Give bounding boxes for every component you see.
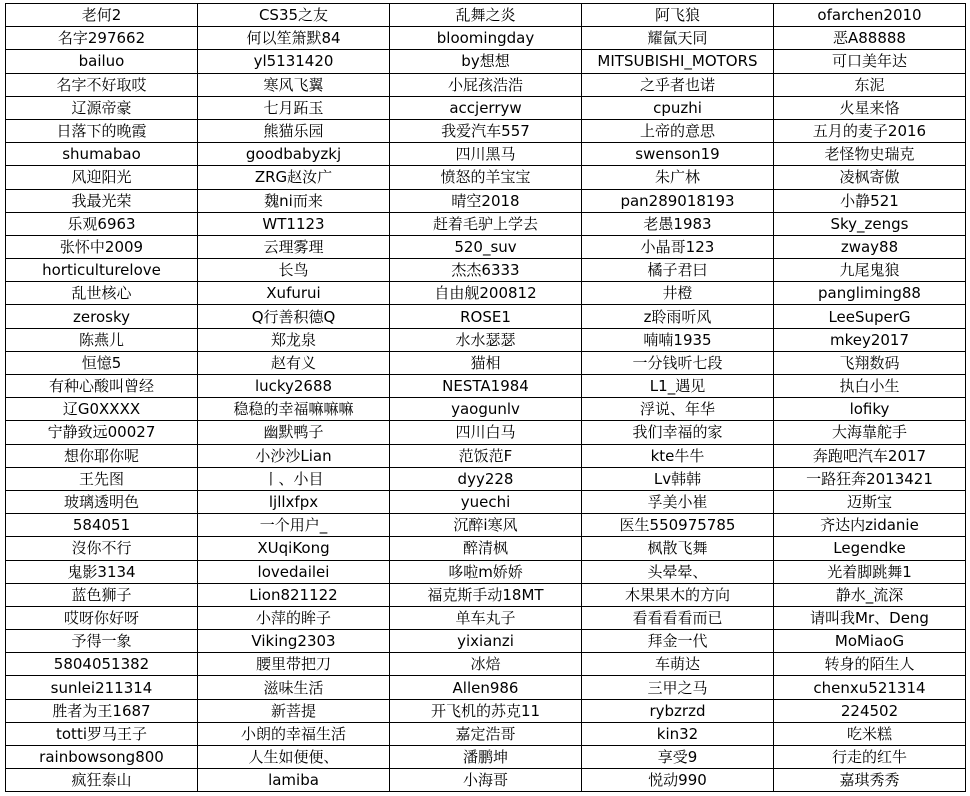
table-cell: 人生如便便、 bbox=[198, 746, 390, 769]
table-cell: zerosky bbox=[6, 305, 198, 328]
table-cell: 恒憶5 bbox=[6, 351, 198, 374]
table-cell: WT1123 bbox=[198, 212, 390, 235]
table-cell: 杰杰6333 bbox=[390, 259, 582, 282]
table-row bbox=[6, 676, 966, 699]
table-cell: 我最光荣 bbox=[6, 189, 198, 212]
table-cell: yixianzi bbox=[390, 630, 582, 653]
table-cell: 头晕晕、 bbox=[582, 560, 774, 583]
table-cell: dyy228 bbox=[390, 467, 582, 490]
table-cell: 潘鹏坤 bbox=[390, 746, 582, 769]
table-cell: 熊猫乐园 bbox=[198, 119, 390, 142]
table-row bbox=[6, 305, 966, 328]
table-cell: 老怪物史瑞克 bbox=[774, 143, 966, 166]
table-row bbox=[6, 467, 966, 490]
table-cell: 小朗的幸福生活 bbox=[198, 722, 390, 745]
table-cell: bloomingday bbox=[390, 27, 582, 50]
table-row bbox=[6, 722, 966, 745]
table-cell: 名字297662 bbox=[6, 27, 198, 50]
table-cell: 日落下的晚霞 bbox=[6, 119, 198, 142]
table-cell: yuechi bbox=[390, 490, 582, 513]
table-cell: 水水瑟瑟 bbox=[390, 328, 582, 351]
table-cell: 恶A88888 bbox=[774, 27, 966, 50]
table-cell: 耀氤天同 bbox=[582, 27, 774, 50]
table-row bbox=[6, 143, 966, 166]
table-cell: 自由舰200812 bbox=[390, 282, 582, 305]
table-cell: Sky_zengs bbox=[774, 212, 966, 235]
table-row bbox=[6, 119, 966, 142]
table-row bbox=[6, 606, 966, 629]
table-cell: 猫相 bbox=[390, 351, 582, 374]
table-cell: 稳稳的幸福嘛嘛嘛 bbox=[198, 398, 390, 421]
table-cell: 沉醉i寒风 bbox=[390, 514, 582, 537]
table-row bbox=[6, 583, 966, 606]
table-cell: 赶着毛驴上学去 bbox=[390, 212, 582, 235]
table-cell: 辽G0XXXX bbox=[6, 398, 198, 421]
table-cell: 幽默鸭子 bbox=[198, 421, 390, 444]
table-row bbox=[6, 630, 966, 653]
table-cell: 想你耶你呢 bbox=[6, 444, 198, 467]
table-cell: 老愚1983 bbox=[582, 212, 774, 235]
table-cell: 医生550975785 bbox=[582, 514, 774, 537]
table-cell: lucky2688 bbox=[198, 375, 390, 398]
table-cell: MoMiaoG bbox=[774, 630, 966, 653]
table-cell: 乱舞之炎 bbox=[390, 4, 582, 27]
table-cell: 五月的麦子2016 bbox=[774, 119, 966, 142]
table-cell: 584051 bbox=[6, 514, 198, 537]
table-cell: Lv韩韩 bbox=[582, 467, 774, 490]
table-cell: pan289018193 bbox=[582, 189, 774, 212]
table-cell: rybzrzd bbox=[582, 699, 774, 722]
table-row bbox=[6, 351, 966, 374]
table-row bbox=[6, 328, 966, 351]
table-cell: 木果果木的方向 bbox=[582, 583, 774, 606]
table-cell: 224502 bbox=[774, 699, 966, 722]
table-cell: by想想 bbox=[390, 50, 582, 73]
table-row bbox=[6, 398, 966, 421]
table-cell: 车萌达 bbox=[582, 653, 774, 676]
table-cell: 吃米糕 bbox=[774, 722, 966, 745]
name-list-sheet bbox=[5, 3, 965, 795]
table-cell: 长鸟 bbox=[198, 259, 390, 282]
table-cell: NESTA1984 bbox=[390, 375, 582, 398]
table-cell: 予得一象 bbox=[6, 630, 198, 653]
table-cell: Allen986 bbox=[390, 676, 582, 699]
table-cell: Legendke bbox=[774, 537, 966, 560]
table-row bbox=[6, 27, 966, 50]
table-cell: 滋味生活 bbox=[198, 676, 390, 699]
table-row bbox=[6, 537, 966, 560]
table-cell: lovedailei bbox=[198, 560, 390, 583]
table-row bbox=[6, 375, 966, 398]
table-row bbox=[6, 282, 966, 305]
table-cell: 静水_流深 bbox=[774, 583, 966, 606]
table-cell: 大海靠舵手 bbox=[774, 421, 966, 444]
table-cell: 上帝的意思 bbox=[582, 119, 774, 142]
table-row bbox=[6, 421, 966, 444]
table-row bbox=[6, 259, 966, 282]
table-row bbox=[6, 73, 966, 96]
table-cell: 郑龙泉 bbox=[198, 328, 390, 351]
table-cell: 单车丸子 bbox=[390, 606, 582, 629]
table-cell: 行走的红牛 bbox=[774, 746, 966, 769]
table-cell: 一个用户_ bbox=[198, 514, 390, 537]
table-cell: 开飞机的苏克11 bbox=[390, 699, 582, 722]
table-row bbox=[6, 653, 966, 676]
table-cell: 张怀中2009 bbox=[6, 235, 198, 258]
table-cell: 飞翔数码 bbox=[774, 351, 966, 374]
table-cell: 橘子君曰 bbox=[582, 259, 774, 282]
table-cell: LeeSuperG bbox=[774, 305, 966, 328]
table-cell: 宁静致远00027 bbox=[6, 421, 198, 444]
table-cell: 迈斯宝 bbox=[774, 490, 966, 513]
table-cell: totti罗马王子 bbox=[6, 722, 198, 745]
table-cell: z聆雨听风 bbox=[582, 305, 774, 328]
table-row bbox=[6, 444, 966, 467]
table-cell: 齐达内zidanie bbox=[774, 514, 966, 537]
table-cell: 嘉定浩哥 bbox=[390, 722, 582, 745]
table-row bbox=[6, 560, 966, 583]
table-cell: Lion821122 bbox=[198, 583, 390, 606]
table-cell: 愤怒的羊宝宝 bbox=[390, 166, 582, 189]
table-cell: 小静521 bbox=[774, 189, 966, 212]
table-row bbox=[6, 235, 966, 258]
table-body bbox=[6, 4, 966, 792]
table-cell: kin32 bbox=[582, 722, 774, 745]
table-row bbox=[6, 769, 966, 792]
table-cell: 看看看看而已 bbox=[582, 606, 774, 629]
table-cell: 王先图 bbox=[6, 467, 198, 490]
table-cell: 晴空2018 bbox=[390, 189, 582, 212]
table-cell: 九尾鬼狼 bbox=[774, 259, 966, 282]
table-cell: 小萍的眸子 bbox=[198, 606, 390, 629]
table-cell: 何以笙箫默84 bbox=[198, 27, 390, 50]
table-cell: 光着脚跳舞1 bbox=[774, 560, 966, 583]
table-cell: swenson19 bbox=[582, 143, 774, 166]
table-cell: 寒风飞翼 bbox=[198, 73, 390, 96]
table-cell: lofiky bbox=[774, 398, 966, 421]
table-cell: ljllxfpx bbox=[198, 490, 390, 513]
table-cell: 小屁孩浩浩 bbox=[390, 73, 582, 96]
table-cell: 胜者为王1687 bbox=[6, 699, 198, 722]
table-cell: 喃喃1935 bbox=[582, 328, 774, 351]
table-cell: 鬼影3134 bbox=[6, 560, 198, 583]
table-row bbox=[6, 699, 966, 722]
table-cell: 四川白马 bbox=[390, 421, 582, 444]
table-cell: 乐观6963 bbox=[6, 212, 198, 235]
table-cell: 赵有义 bbox=[198, 351, 390, 374]
table-cell: ZRG赵汝广 bbox=[198, 166, 390, 189]
table-cell: mkey2017 bbox=[774, 328, 966, 351]
table-row bbox=[6, 514, 966, 537]
table-cell: 七月跖玉 bbox=[198, 96, 390, 119]
table-cell: 有种心酸叫曾经 bbox=[6, 375, 198, 398]
table-cell: 蓝色狮子 bbox=[6, 583, 198, 606]
table-cell: 我爱汽车557 bbox=[390, 119, 582, 142]
table-cell: 云理雾理 bbox=[198, 235, 390, 258]
table-cell: 哆啦m娇娇 bbox=[390, 560, 582, 583]
table-cell: 小晶哥123 bbox=[582, 235, 774, 258]
table-row bbox=[6, 96, 966, 119]
table-cell: cpuzhi bbox=[582, 96, 774, 119]
table-row bbox=[6, 50, 966, 73]
table-row bbox=[6, 4, 966, 27]
table-cell: horticulturelove bbox=[6, 259, 198, 282]
table-cell: 悦动990 bbox=[582, 769, 774, 792]
table-cell: zway88 bbox=[774, 235, 966, 258]
table-cell: 执白小生 bbox=[774, 375, 966, 398]
name-list-table bbox=[5, 3, 966, 792]
table-cell: 福克斯手动18MT bbox=[390, 583, 582, 606]
table-cell: 腰里带把刀 bbox=[198, 653, 390, 676]
table-cell: 阿飞狼 bbox=[582, 4, 774, 27]
table-row bbox=[6, 166, 966, 189]
table-cell: 小沙沙Lian bbox=[198, 444, 390, 467]
table-cell: 拜金一代 bbox=[582, 630, 774, 653]
table-cell: 冰焙 bbox=[390, 653, 582, 676]
table-cell: 醉清枫 bbox=[390, 537, 582, 560]
table-cell: 沒你不行 bbox=[6, 537, 198, 560]
table-row bbox=[6, 746, 966, 769]
table-cell: 一分钱听七段 bbox=[582, 351, 774, 374]
table-cell: 范饭范F bbox=[390, 444, 582, 467]
table-cell: 魏ni而来 bbox=[198, 189, 390, 212]
table-cell: 凌枫寄傲 bbox=[774, 166, 966, 189]
table-cell: 转身的陌生人 bbox=[774, 653, 966, 676]
table-row bbox=[6, 212, 966, 235]
table-cell: 孚美小崔 bbox=[582, 490, 774, 513]
table-cell: 三甲之马 bbox=[582, 676, 774, 699]
table-cell: kte牛牛 bbox=[582, 444, 774, 467]
table-cell: 之乎者也诺 bbox=[582, 73, 774, 96]
table-cell: sunlei211314 bbox=[6, 676, 198, 699]
table-cell: goodbabyzkj bbox=[198, 143, 390, 166]
table-cell: 东泥 bbox=[774, 73, 966, 96]
table-cell: 一路狂奔2013421 bbox=[774, 467, 966, 490]
table-cell: 风迎阳光 bbox=[6, 166, 198, 189]
table-cell: pangliming88 bbox=[774, 282, 966, 305]
table-cell: MITSUBISHI_MOTORS bbox=[582, 50, 774, 73]
table-cell: 疯狂泰山 bbox=[6, 769, 198, 792]
table-cell: 枫散飞舞 bbox=[582, 537, 774, 560]
table-cell: 玻璃透明色 bbox=[6, 490, 198, 513]
table-cell: CS35之友 bbox=[198, 4, 390, 27]
table-cell: 请叫我Mr、Deng bbox=[774, 606, 966, 629]
table-cell: 我们幸福的家 bbox=[582, 421, 774, 444]
table-cell: 520_suv bbox=[390, 235, 582, 258]
table-cell: lamiba bbox=[198, 769, 390, 792]
table-cell: 丨、小目 bbox=[198, 467, 390, 490]
table-cell: bailuo bbox=[6, 50, 198, 73]
table-cell: yaogunlv bbox=[390, 398, 582, 421]
table-cell: yl5131420 bbox=[198, 50, 390, 73]
table-cell: 朱广林 bbox=[582, 166, 774, 189]
table-cell: 井橙 bbox=[582, 282, 774, 305]
table-cell: 辽源帝豪 bbox=[6, 96, 198, 119]
table-cell: 嘉琪秀秀 bbox=[774, 769, 966, 792]
table-cell: accjerryw bbox=[390, 96, 582, 119]
table-cell: 浮说、年华 bbox=[582, 398, 774, 421]
table-cell: 奔跑吧汽车2017 bbox=[774, 444, 966, 467]
table-cell: 名字不好取哎 bbox=[6, 73, 198, 96]
table-cell: 可口美年达 bbox=[774, 50, 966, 73]
table-cell: 四川黑马 bbox=[390, 143, 582, 166]
table-cell: 小海哥 bbox=[390, 769, 582, 792]
table-row bbox=[6, 490, 966, 513]
table-row bbox=[6, 189, 966, 212]
table-cell: Xufurui bbox=[198, 282, 390, 305]
table-cell: Viking2303 bbox=[198, 630, 390, 653]
table-cell: 哎呀你好呀 bbox=[6, 606, 198, 629]
table-cell: rainbowsong800 bbox=[6, 746, 198, 769]
table-cell: ofarchen2010 bbox=[774, 4, 966, 27]
table-cell: 火星来恪 bbox=[774, 96, 966, 119]
table-cell: 5804051382 bbox=[6, 653, 198, 676]
table-cell: chenxu521314 bbox=[774, 676, 966, 699]
table-cell: Q行善积德Q bbox=[198, 305, 390, 328]
table-cell: 陈燕儿 bbox=[6, 328, 198, 351]
table-cell: 享受9 bbox=[582, 746, 774, 769]
table-cell: shumabao bbox=[6, 143, 198, 166]
table-cell: ROSE1 bbox=[390, 305, 582, 328]
table-cell: 老何2 bbox=[6, 4, 198, 27]
table-cell: XUqiKong bbox=[198, 537, 390, 560]
table-cell: L1_遇见 bbox=[582, 375, 774, 398]
table-cell: 新菩提 bbox=[198, 699, 390, 722]
table-cell: 乱世核心 bbox=[6, 282, 198, 305]
